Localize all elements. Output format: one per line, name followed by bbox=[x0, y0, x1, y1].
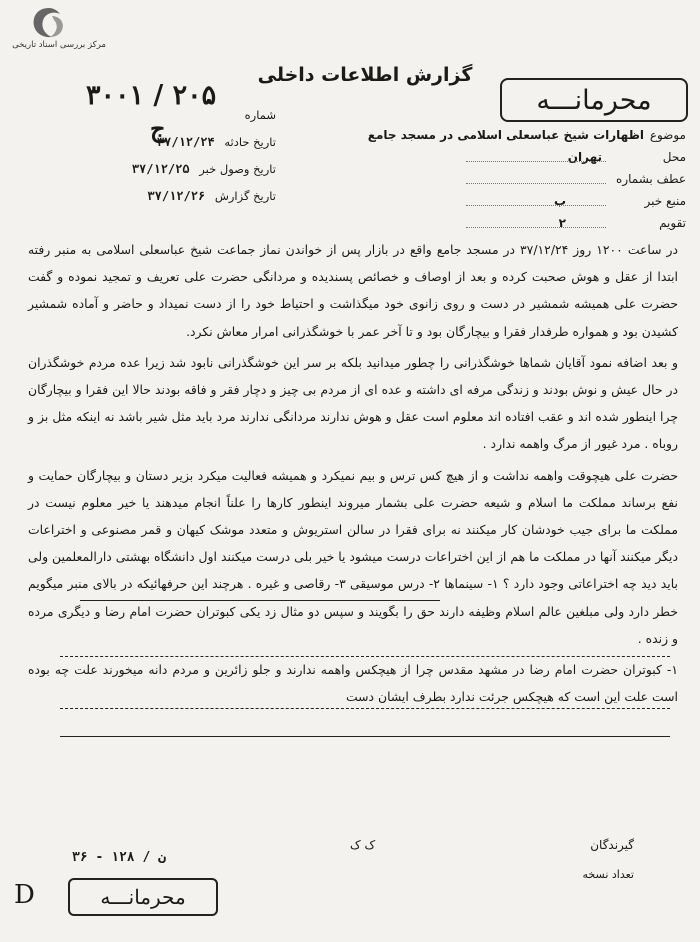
report-date-row bbox=[86, 183, 276, 210]
document-footer bbox=[30, 830, 670, 920]
subject-label: موضوع bbox=[649, 128, 686, 142]
number-label: شماره bbox=[244, 108, 276, 122]
body-paragraph-3: حضرت علی هیچوقت واهمه نداشت و از هیچ کس ترس و بیم نمیکرد و همیشه فعالیت میکرد بزیر دستان و بیچارگان حمایت و نفع برساند مملکت ما اسلام و شیعه حضرت علی بشمار میروند اینطور کارها را علناً انجام میدهند یا خیر معلوم نیست در مملکت ما برای جیب خودشان کار میکنند نه برای فقرا در سالن استریوش و متعدد موشک کیهان و قمر مصنوعی و اختراعات دیگر میکنند آنها در مملکت ما هم از این اختراعات درست میشود یا خیر بلی درست میکنند اول دانشگاه بهشتی دارالمعلمین ولی باید دید چه اختراعاتی وجود دارد ؟ ۱- سینماها ۲- درس موسیقی ۳- رقاصی و غیره . هرچند این حرفهائیکه در بالای منبر میگویم خطر دارد ولی مبلغین عالم اسلام وظیفه دارند حق را بگویند و سپس دو مثال زد یکی کبوتران حضرت امام رضا و دیگری مرده و زنده . bbox=[28, 467, 678, 646]
assessment-row bbox=[236, 212, 686, 234]
assessment-label: تقویم bbox=[659, 216, 686, 230]
subject-value: اظهارات شیخ عباسعلی اسلامی در مسجد جامع bbox=[367, 128, 644, 142]
header-fields-right bbox=[236, 124, 686, 234]
source-value: ب bbox=[553, 194, 566, 208]
handwritten-number: ۳۰۰۱ / ۲۰۵ bbox=[86, 80, 217, 111]
receipt-date-value: ۳۷/۱۲/۲۵ bbox=[131, 162, 190, 176]
subject-row bbox=[236, 124, 686, 146]
header-fields-left bbox=[86, 102, 276, 210]
source-label: منبع خبر bbox=[644, 194, 686, 208]
report-date-label: تاریخ گزارش bbox=[214, 189, 276, 203]
event-date-row bbox=[86, 129, 276, 156]
confidential-stamp-bottom: محرمانـــه bbox=[68, 878, 218, 916]
body-paragraph-1: در ساعت ۱۲۰۰ روز ۳۷/۱۲/۲۴ در مسجد جامع واقع در بازار پس از خواندن نماز جماعت شیخ عباسعلی اسلامی به منبر رفته ابتدا از عقل و هوش صحبت کرده و بعد از اوصاف و خصائص پسندیده و مردانگی حضرت علی تعریف و تمجید نموده و گفت حضرت علی همیشه شمشیر در دست و روی زانوی خود میگذاشت و احتیاط خود را از دست نمیداد و حاضر و آماده شمشیر کشیدن بود و همواره طرفدار فقرا و بیچارگان بود و تا آخر عمر با خوشگذرانی امرار معاش نکرد. bbox=[28, 242, 679, 339]
handwritten-letter: ج bbox=[150, 114, 166, 143]
signature-mark: ک ک bbox=[350, 838, 376, 852]
reference-row bbox=[236, 168, 686, 190]
place-row bbox=[236, 146, 686, 168]
watermark-text: مرکز بررسی اسناد تاریخی bbox=[12, 40, 106, 50]
number-row bbox=[86, 102, 276, 129]
document-title: گزارش اطلاعات داخلی bbox=[257, 64, 473, 86]
underline-mark bbox=[60, 736, 670, 737]
underline-mark bbox=[60, 656, 670, 657]
underline-mark bbox=[60, 708, 670, 709]
receivers-label: گیرندگان bbox=[590, 838, 634, 852]
underline-mark bbox=[80, 600, 440, 601]
assessment-value: ۲ bbox=[558, 216, 566, 230]
source-row bbox=[236, 190, 686, 212]
place-label: محل bbox=[662, 150, 686, 164]
report-body bbox=[28, 236, 678, 714]
receipt-date-row bbox=[86, 156, 276, 183]
report-date-value: ۳۷/۱۲/۲۶ bbox=[147, 189, 206, 203]
receipt-date-label: تاریخ وصول خبر bbox=[199, 162, 276, 176]
reference-label: عطف بشماره bbox=[616, 172, 686, 186]
confidential-stamp-top: محرمانـــه bbox=[500, 78, 688, 122]
body-paragraph-2: و بعد اضافه نمود آقایان شماها خوشگذرانی را چطور میدانید بلکه بر سر این خوشگذرانی نابود شد زیرا عده مردم خوشگذران در حال عیش و نوش بودند و زندگی مرفه ای داشته و عده ای از مردم بی چیز و دچار فقر و فاقه بودند حالا این فقرا و بیچارگان چرا اینطور شده اند و عقب افتاده اند معلوم است عقل و هوش ندارند مردانگی ندارند مرد باید مثل شیر باشد نه اینکه مثل بز و روباه . مرد غیور از مرگ واهمه ندارد . bbox=[28, 354, 678, 452]
event-date-label: تاریخ حادثه bbox=[224, 135, 276, 149]
body-paragraph-4: ۱- کبوتران حضرت امام رضا در مشهد مقدس چرا از هیچکس واهمه ندارند و جلو زائرین و مردم دانه میخورند علت چه بوده است علت این است که هیچکس جرئت ندارد بطرف ایشان دست bbox=[28, 662, 678, 705]
margin-mark: D bbox=[14, 880, 35, 910]
archive-logo-icon bbox=[30, 6, 68, 40]
copies-label: تعداد نسخه bbox=[582, 868, 634, 881]
event-date-value: ۳۷/۱۲/۲۴ bbox=[156, 135, 215, 149]
place-value: تهران bbox=[567, 150, 602, 164]
document-code: ۳۶ - ۱۲۸ / ن bbox=[72, 850, 166, 865]
